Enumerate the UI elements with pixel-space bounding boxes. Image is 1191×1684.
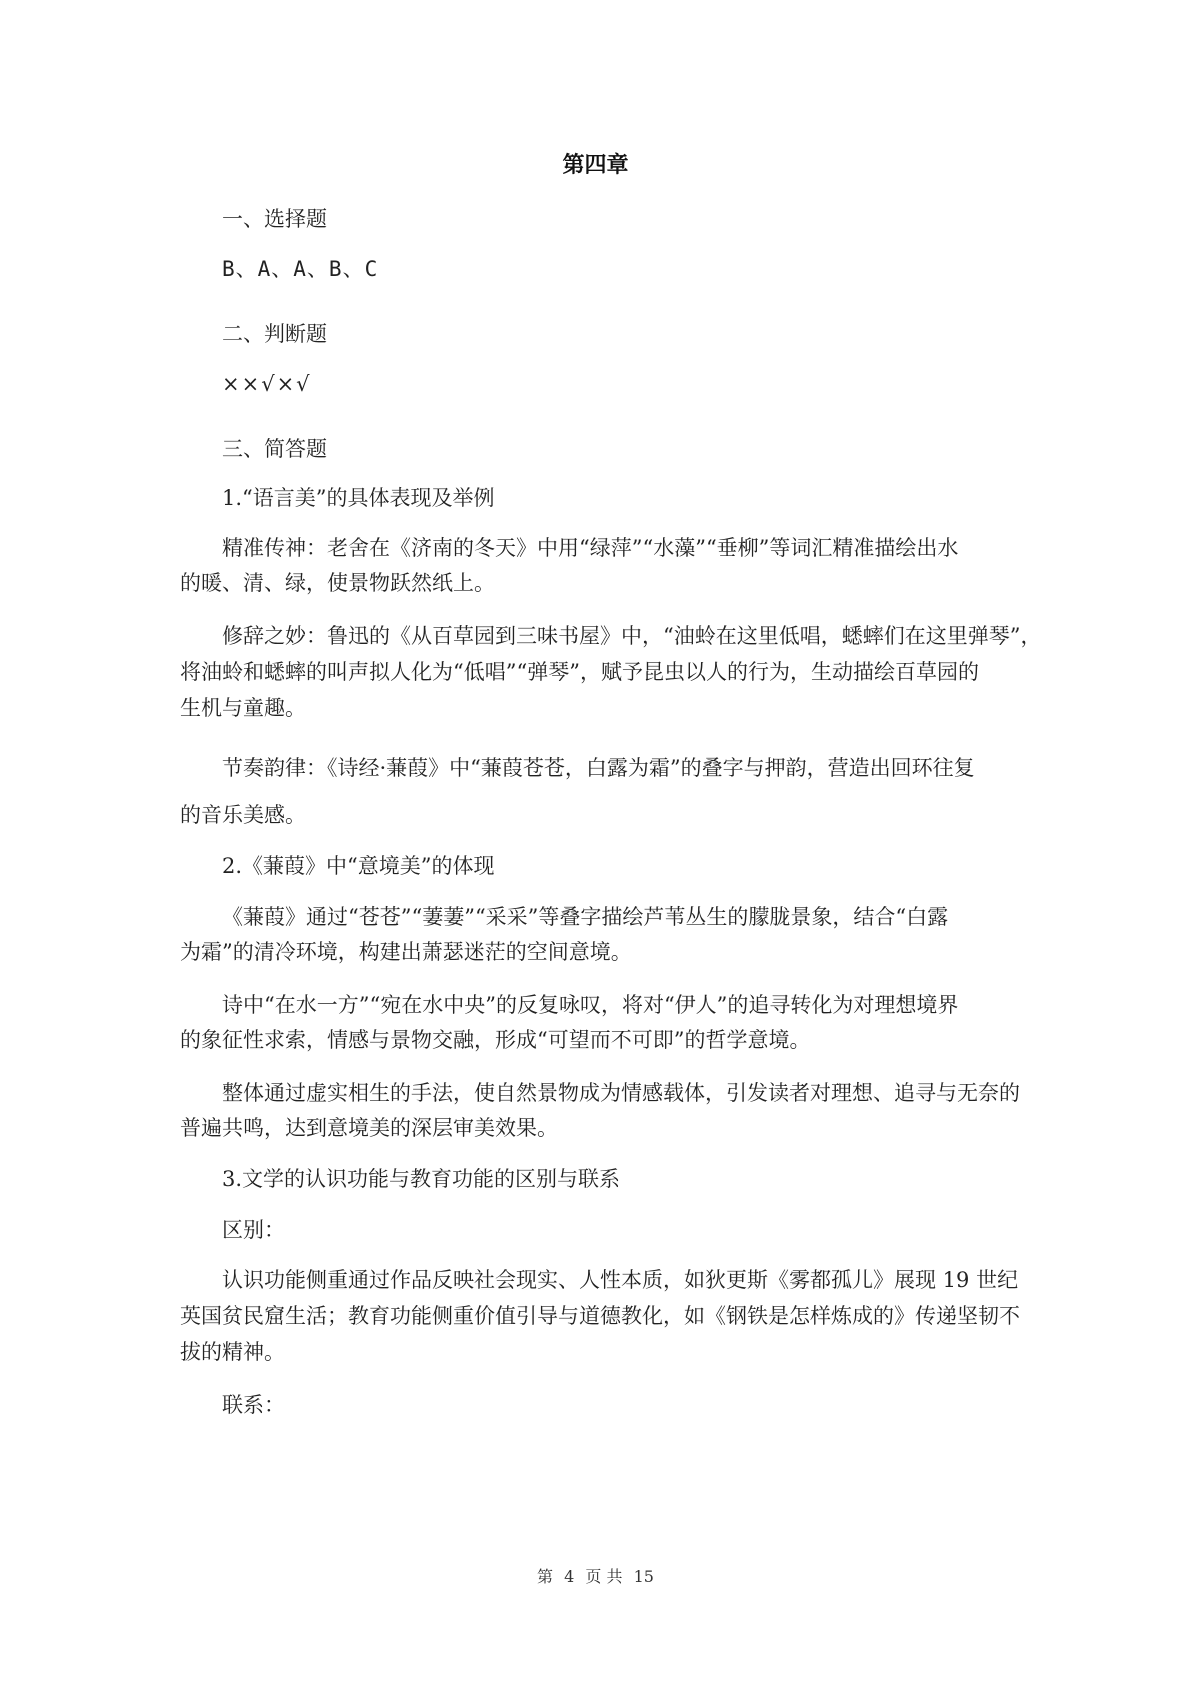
q3-heading: 3.文学的认识功能与教育功能的区别与联系 xyxy=(222,1167,621,1191)
q1-paragraph-1-line-1: 精准传神：老舍在《济南的冬天》中用“绿萍”“水藻”“垂柳”等词汇精准描绘出水 xyxy=(222,536,959,560)
q2-paragraph-1-line-2: 为霜”的清冷环境，构建出萧瑟迷茫的空间意境。 xyxy=(180,940,632,964)
chapter-title: 第四章 xyxy=(562,153,629,178)
footer-total-pages: 15 xyxy=(633,1567,654,1586)
q2-paragraph-3-line-2: 普遍共鸣，达到意境美的深层审美效果。 xyxy=(180,1116,558,1140)
q2-paragraph-3-line-1: 整体通过虚实相生的手法，使自然景物成为情感载体，引发读者对理想、追寻与无奈的 xyxy=(222,1081,1020,1105)
q3-difference-line-1: 认识功能侧重通过作品反映社会现实、人性本质，如狄更斯《雾都孤儿》展现 19 世纪 xyxy=(222,1268,1019,1292)
q1-paragraph-1-line-2: 的暖、清、绿，使景物跃然纸上。 xyxy=(180,571,495,595)
judge-answers: ××√×√ xyxy=(222,372,312,396)
q3-connection-label: 联系： xyxy=(222,1393,285,1417)
q3-difference-label: 区别： xyxy=(222,1218,285,1242)
footer-page-number: 4 xyxy=(564,1567,575,1586)
judge-heading: 二、判断题 xyxy=(222,322,327,346)
q2-paragraph-1-line-1: 《蒹葭》通过“苍苍”“萋萋”“采采”等叠字描绘芦苇丛生的朦胧景象，结合“白露 xyxy=(222,905,949,929)
choice-heading: 一、选择题 xyxy=(222,207,327,231)
short-answer-heading: 三、简答题 xyxy=(222,437,327,461)
q2-heading: 2.《蒹葭》中“意境美”的体现 xyxy=(222,854,495,878)
page-footer xyxy=(0,1564,1191,1587)
footer-middle: 页 共 xyxy=(585,1567,623,1586)
q2-paragraph-2-line-2: 的象征性求索，情感与景物交融，形成“可望而不可即”的哲学意境。 xyxy=(180,1028,811,1052)
q1-paragraph-3-line-2: 的音乐美感。 xyxy=(180,803,306,827)
q1-paragraph-3-line-1: 节奏韵律：《诗经·蒹葭》中“蒹葭苍苍，白露为霜”的叠字与押韵，营造出回环往复 xyxy=(222,756,975,780)
choice-answers: B、A、A、B、C xyxy=(222,257,379,281)
q1-paragraph-2-line-1: 修辞之妙：鲁迅的《从百草园到三味书屋》中，“油蛉在这里低唱，蟋蟀们在这里弹琴”， xyxy=(222,624,1042,648)
q3-difference-line-2: 英国贫民窟生活；教育功能侧重价值引导与道德教化，如《钢铁是怎样炼成的》传递坚韧不 xyxy=(180,1304,1020,1328)
footer-prefix: 第 xyxy=(537,1567,554,1586)
q3-difference-line-3: 拔的精神。 xyxy=(180,1340,285,1364)
q1-heading: 1.“语言美”的具体表现及举例 xyxy=(222,486,495,510)
q1-paragraph-2-line-2: 将油蛉和蟋蟀的叫声拟人化为“低唱”“弹琴”，赋予昆虫以人的行为，生动描绘百草园的 xyxy=(180,660,979,684)
q2-paragraph-2-line-1: 诗中“在水一方”“宛在水中央”的反复咏叹，将对“伊人”的追寻转化为对理想境界 xyxy=(222,993,959,1017)
q1-paragraph-2-line-3: 生机与童趣。 xyxy=(180,696,306,720)
